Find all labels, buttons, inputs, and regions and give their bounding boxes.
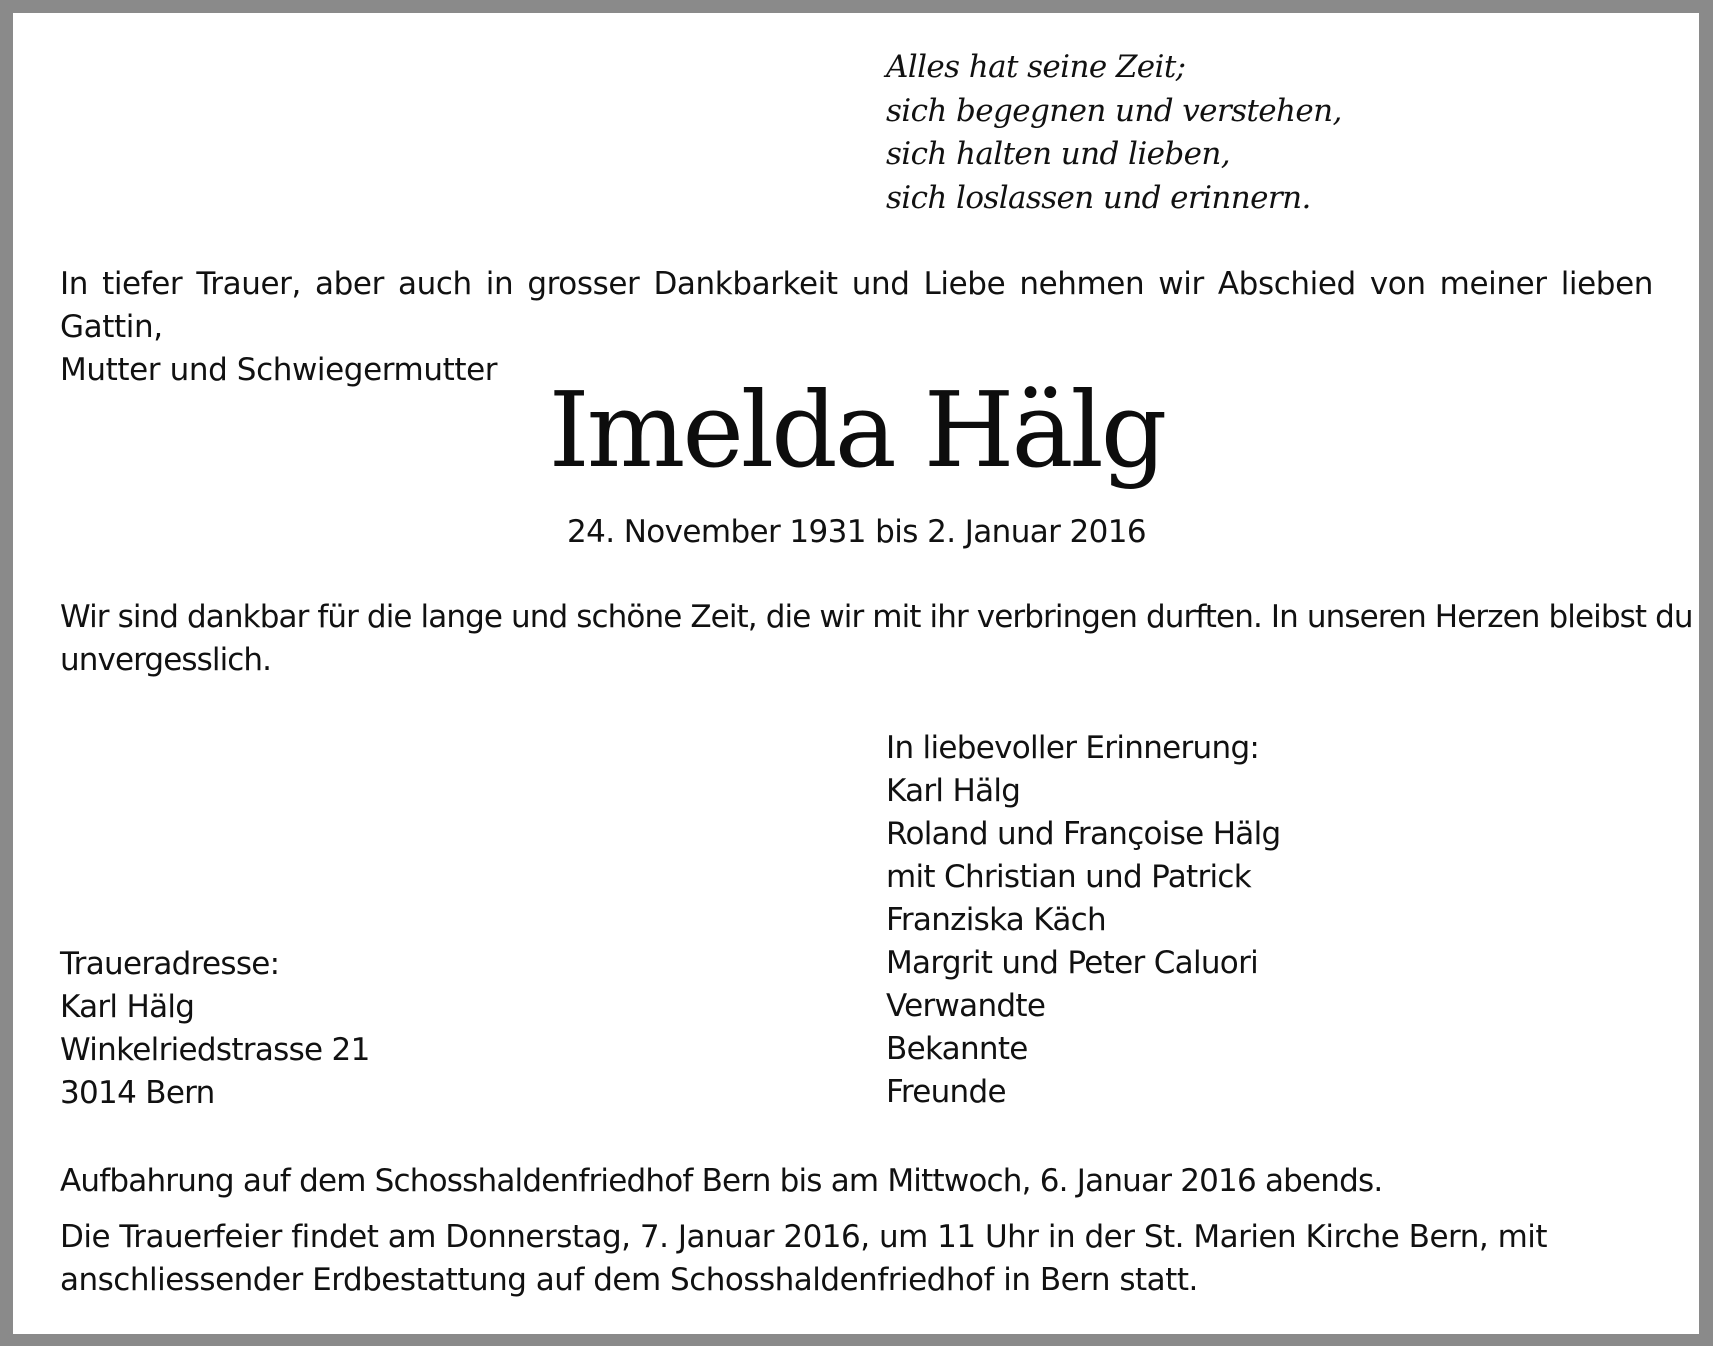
address-line: Winkelriedstrasse 21 xyxy=(60,1032,370,1068)
thanks-paragraph xyxy=(60,596,1693,682)
service-info xyxy=(60,1216,1653,1302)
motto-line: sich loslassen und erinnern. xyxy=(886,179,1311,216)
motto-line: Alles hat seine Zeit; xyxy=(886,49,1186,85)
address-heading: Traueradresse: xyxy=(60,946,280,982)
mourners-list xyxy=(886,727,1281,1114)
intro-line-1: In tiefer Trauer, aber auch in grosser Dankbarkeit und Liebe nehmen wir Abschied von meiner lieben Gattin, xyxy=(60,266,1653,345)
intro-line-2: Mutter und Schwiegermutter xyxy=(60,352,498,388)
life-dates: 24. November 1931 bis 2. Januar 2016 xyxy=(566,514,1147,550)
motto-verse xyxy=(886,46,1342,220)
mourning-address xyxy=(60,943,370,1115)
thanks-line-2: unvergesslich. xyxy=(60,642,272,678)
thanks-line-1: Wir sind dankbar für die lange und schöne Zeit, die wir mit ihr verbringen durften. In unseren Herzen bleibst du xyxy=(60,599,1693,635)
mourner-name: Verwandte xyxy=(886,988,1046,1024)
mourner-name: Margrit und Peter Caluori xyxy=(886,945,1259,981)
service-line-2: anschliessender Erdbestattung auf dem Schosshaldenfriedhof in Bern statt. xyxy=(60,1262,1198,1298)
mourner-name: Franziska Käch xyxy=(886,902,1106,938)
service-line-1: Die Trauerfeier findet am Donnerstag, 7. Januar 2016, um 11 Uhr in der St. Marien Kirche Bern, mit xyxy=(60,1219,1548,1255)
mourners-heading: In liebevoller Erinnerung: xyxy=(886,730,1260,766)
deceased-name: Imelda Hälg xyxy=(548,369,1165,491)
mourner-name: Freunde xyxy=(886,1074,1006,1110)
mourner-name: Roland und Françoise Hälg xyxy=(886,816,1281,852)
mourner-name: mit Christian und Patrick xyxy=(886,859,1252,895)
address-line: 3014 Bern xyxy=(60,1075,215,1111)
viewing-info: Aufbahrung auf dem Schosshaldenfriedhof Bern bis am Mittwoch, 6. Januar 2016 abends. xyxy=(60,1163,1383,1199)
motto-line: sich halten und lieben, xyxy=(886,136,1231,172)
motto-line: sich begegnen und verstehen, xyxy=(886,92,1342,129)
address-line: Karl Hälg xyxy=(60,989,195,1025)
mourner-name: Bekannte xyxy=(886,1031,1028,1067)
mourner-name: Karl Hälg xyxy=(886,773,1021,809)
